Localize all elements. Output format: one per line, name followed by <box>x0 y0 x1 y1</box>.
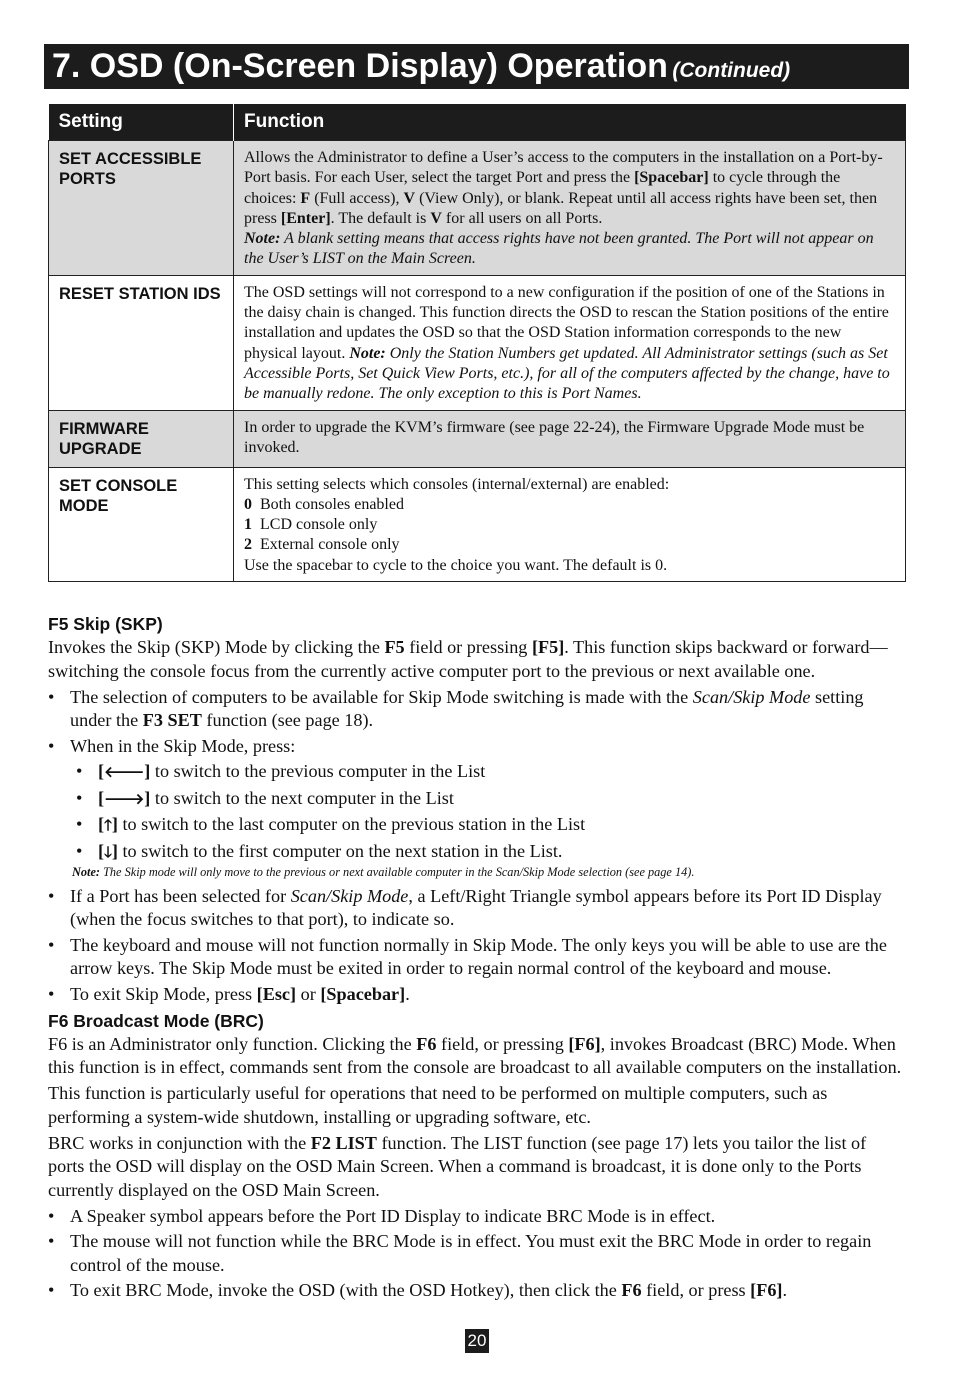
paragraph: BRC works in conjunction with the F2 LIST function. The LIST function (see page 17) lets you tailor the list of ports the OSD will display on the OSD Main Screen. When a command is broadcast, it is done only to the Ports currently displayed on the OSD Main Screen. <box>48 1132 867 1200</box>
settings-table <box>48 104 906 582</box>
setting-name: SET CONSOLE MODE <box>49 467 234 581</box>
page-number: 20 <box>465 1329 489 1353</box>
paragraph: This function is particularly useful for operations that need to be performed on multiple computers, such as performing a system-wide shutdown, installing or upgrading software, etc. <box>48 1083 828 1127</box>
bullet-list <box>48 686 904 865</box>
setting-function: This setting selects which consoles (internal/external) are enabled: 0 Both consoles enabled 1 LCD console only 2 External console only Use the spacebar to cycle to the choice you want. The default is 0. <box>234 467 906 581</box>
bullet-list <box>48 1205 904 1303</box>
page-title-continued: (Continued) <box>672 59 791 82</box>
section-heading-f5: F5 Skip (SKP) <box>48 614 163 634</box>
key-list <box>70 760 904 864</box>
list-item: • A Speaker symbol appears before the Port ID Display to indicate BRC Mode is in effect. <box>48 1205 904 1229</box>
table-row <box>49 410 906 467</box>
list-item: • The selection of computers to be available for Skip Mode switching is made with the Scan/Skip Mode setting under the F3 SET function (see page 18). <box>48 686 904 733</box>
table-row <box>49 467 906 581</box>
setting-function: The OSD settings will not correspond to a new configuration if the position of one of the Stations in the daisy chain is changed. This function directs the OSD to rescan the Station positions of the entire installation and updates the OSD so that the OSD Station information corresponds to the new physical layout. Note: Only the Station Numbers get updated. All Administrator settings (such as Set Accessible Ports, Set Quick View Ports, etc.), for all of the computers affected by the change, have to be manually redone. The only exception to this is Port Names. <box>234 275 906 410</box>
arrow-up-icon: 🡑 <box>104 816 112 834</box>
arrow-right-icon: 🡒 <box>104 789 145 808</box>
paragraph: Invokes the Skip (SKP) Mode by clicking the F5 field or pressing [F5]. This function skips backward or forward—switching the console focus from the currently active computer port to the previous or next available one. <box>48 637 888 681</box>
body-content <box>48 612 904 1305</box>
console-option: 0 Both consoles enabled <box>244 495 404 513</box>
setting-function: Allows the Administrator to define a User’s access to the computers in the installation on a Port-by-Port basis. For each User, select the target Port and press the [Spacebar] to cycle through the choices: F (Full access), V (View Only), or blank. Repeat until all access rights have been set, then press [Enter]. The default is V for all users on all Ports. Note: A blank setting means that access rights have not been granted. The Port will not appear on the User’s LIST on the Main Screen. <box>234 141 906 276</box>
paragraph: F6 is an Administrator only function. Clicking the F6 field, or pressing [F6], invokes Broadcast (BRC) Mode. When this function is in effect, commands sent from the console are broadcast to all available computers on the installation. <box>48 1033 902 1077</box>
page-title: 7. OSD (On-Screen Display) Operation <box>52 47 668 85</box>
list-item: • If a Port has been selected for Scan/Skip Mode, a Left/Right Triangle symbol appears before its Port ID Display (when the focus switches to that port), to indicate so. <box>48 885 904 932</box>
page-title-bar <box>44 44 909 89</box>
bullet-list <box>48 885 904 1007</box>
arrow-left-icon: 🡐 <box>104 763 145 781</box>
setting-name: FIRMWARE UPGRADE <box>49 410 234 467</box>
column-header-function: Function <box>234 104 906 141</box>
table-row <box>49 141 906 276</box>
console-option: 1 LCD console only <box>244 516 378 534</box>
list-item: • To exit Skip Mode, press [Esc] or [Spacebar]. <box>48 983 904 1007</box>
list-item: • The keyboard and mouse will not function normally in Skip Mode. The only keys you will be able to use are the arrow keys. The Skip Mode must be exited in order to regain normal control of the keyboard and mouse. <box>48 934 904 981</box>
table-header-row <box>49 104 906 141</box>
list-item: • The mouse will not function while the BRC Mode is in effect. You must exit the BRC Mode in order to regain control of the mouse. <box>48 1230 904 1277</box>
list-item: • [🡒] to switch to the next computer in the List <box>70 787 904 812</box>
column-header-setting: Setting <box>49 104 234 141</box>
table-row <box>49 275 906 410</box>
skip-note: Note: The Skip mode will only move to the previous or next available computer in the Scan/Skip Mode selection (see page 14). <box>72 864 695 879</box>
list-item: • [🡓] to switch to the first computer on the next station in the List. <box>70 840 904 865</box>
setting-name: RESET STATION IDS <box>49 275 234 410</box>
setting-name: SET ACCESSIBLE PORTS <box>49 141 234 276</box>
list-item: • [🡑] to switch to the last computer on the previous station in the List <box>70 813 904 838</box>
section-heading-f6: F6 Broadcast Mode (BRC) <box>48 1010 264 1031</box>
arrow-down-icon: 🡓 <box>104 842 112 861</box>
list-item: • To exit BRC Mode, invoke the OSD (with the OSD Hotkey), then click the F6 field, or press [F6]. <box>48 1279 904 1303</box>
console-option: 2 External console only <box>244 536 400 554</box>
list-item: • [🡐] to switch to the previous computer in the List <box>70 760 904 785</box>
list-item: • When in the Skip Mode, press: • [🡐] to switch to the previous computer in the List • [🡒] to switch to the next computer in the List • [🡑] to switch to the last computer on the previous station in the List • [🡓] to switch to the first computer on the next station in the List. <box>48 735 904 865</box>
setting-function: In order to upgrade the KVM’s firmware (see page 22-24), the Firmware Upgrade Mode must be invoked. <box>234 410 906 467</box>
